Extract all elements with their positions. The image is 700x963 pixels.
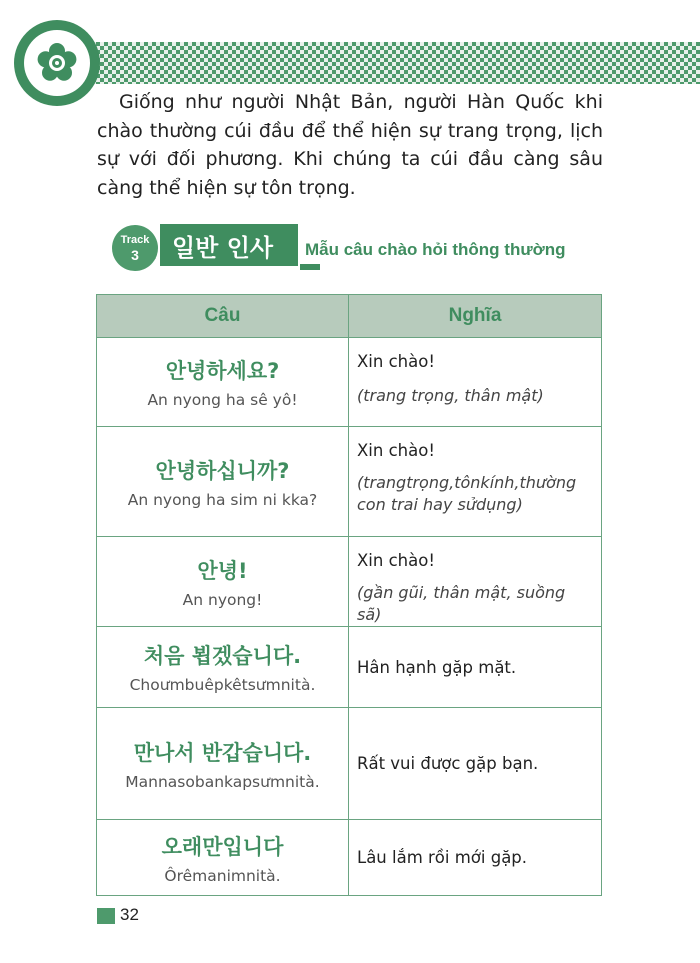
korean-phrase: 처음 뵙겠습니다. (143, 644, 302, 668)
meaning-cell (349, 627, 602, 708)
meaning: Lâu lắm rồi mới gặp. (357, 848, 528, 867)
romanization: An nyong ha sim ni kka? (127, 490, 318, 509)
meaning-cell (349, 820, 602, 896)
meaning: Xin chào! (357, 551, 435, 570)
phrase-cell (97, 338, 349, 427)
table-row (97, 627, 602, 708)
header-cau: Câu (97, 295, 349, 338)
table-row (97, 708, 602, 820)
korean-phrase: 안녕! (197, 558, 248, 583)
meaning: Xin chào! (357, 352, 435, 371)
table-header-row (97, 295, 602, 338)
korean-phrase: 안녕하십니까? (155, 458, 290, 483)
section-title: 일반 인사 (160, 224, 298, 266)
meaning: Xin chào! (357, 441, 435, 460)
phrase-cell (97, 537, 349, 627)
romanization: Ôrêmanimnità. (164, 866, 281, 885)
table-row (97, 427, 602, 537)
meaning-note: (gần gũi, thân mật, suồng sã) (357, 583, 566, 624)
track-number: 3 (131, 246, 139, 263)
table-row (97, 537, 602, 627)
romanization: An nyong! (182, 590, 263, 609)
meaning-cell (349, 427, 602, 537)
phrase-cell (97, 427, 349, 537)
page-number: 32 (120, 905, 139, 924)
korean-phrase: 만나서 반갑습니다. (133, 740, 312, 765)
header-pattern (60, 42, 700, 84)
meaning: Hân hạnh gặp mặt. (357, 657, 517, 677)
meaning-cell (349, 537, 602, 627)
header-nghia: Nghĩa (349, 295, 602, 338)
phrase-cell (97, 820, 349, 896)
section-title-accent (300, 264, 320, 270)
korean-phrase: 안녕하세요? (165, 359, 280, 383)
table-row (97, 820, 602, 896)
track-label: Track (120, 233, 150, 246)
meaning-note: (trangtrọng,tônkính,thường con trai hay sửdụng) (357, 473, 577, 514)
intro-paragraph: Giống như người Nhật Bản, người Hàn Quốc khi chào thường cúi đầu để thể hiện sự trang trọng, lịch sự với đối phương. Khi chúng ta cúi đầu càng sâu càng thể hiện sự tôn trọng. (97, 91, 603, 199)
meaning-note: (trang trọng, thân mật) (357, 386, 544, 405)
flower-icon (35, 41, 79, 85)
phrase-cell (97, 708, 349, 820)
track-badge-tail (148, 258, 156, 266)
meaning-cell (349, 708, 602, 820)
page-marker (97, 908, 115, 924)
phrase-table (96, 294, 602, 896)
section-description: Mẫu câu chào hỏi thông thường (305, 240, 566, 259)
meaning: Rất vui được gặp bạn. (357, 754, 539, 773)
meaning-cell (349, 338, 602, 427)
romanization: Mannasobankapsưmnità. (125, 772, 320, 791)
table-row (97, 338, 602, 427)
romanization: Choưmbuêpkêtsưmnità. (129, 676, 316, 694)
romanization: An nyong ha sê yô! (147, 391, 298, 409)
phrase-cell (97, 627, 349, 708)
chapter-badge (14, 20, 100, 106)
korean-phrase: 오래만입니다 (161, 834, 284, 859)
